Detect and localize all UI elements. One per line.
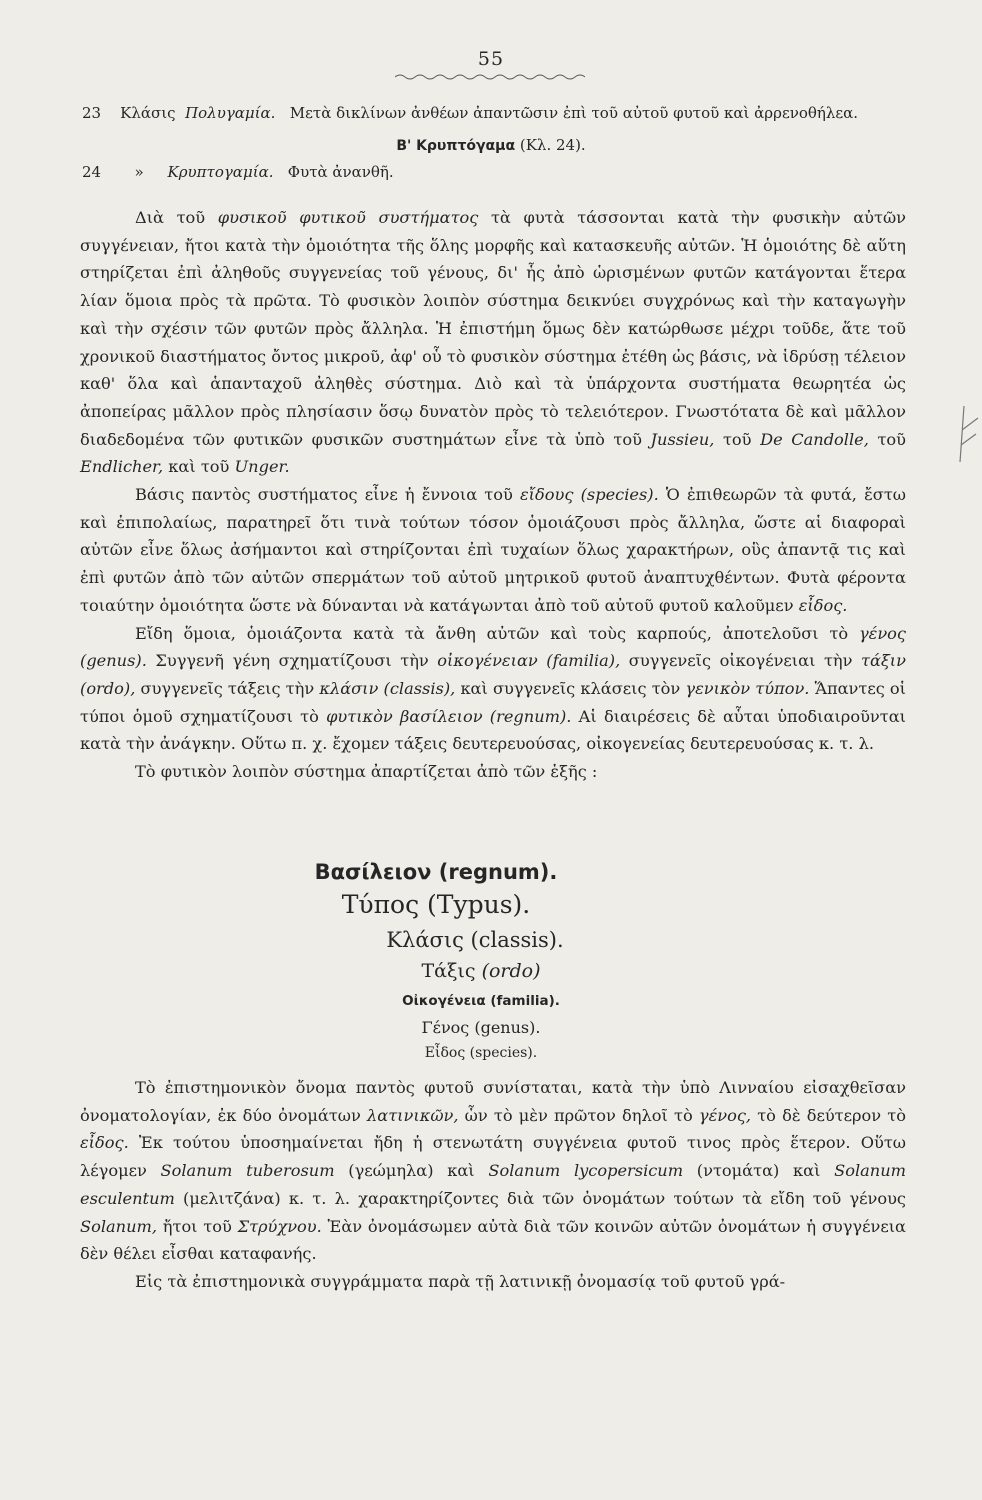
subheading-ref: (Κλ. 24). — [519, 136, 586, 154]
hierarchy-ordo: Τάξις (ordo) — [421, 960, 541, 982]
key-description: Μετὰ δικλίνων ἀνθέων ἀπαντῶσιν ἐπὶ τοῦ αὐτοῦ φυτοῦ καὶ ἀρρενοθήλεα. — [289, 104, 859, 122]
key-row-23 — [82, 104, 902, 122]
ornamental-rule — [395, 72, 585, 82]
paragraph-natural-system: Διὰ τοῦ φυσικοῦ φυτικοῦ συστήματος τὰ φυτὰ τάσσονται κατὰ τὴν φυσικὴν αὐτῶν συγγένειαν, ἤτοι κατὰ τὴν ὁμοιότητα τῆς ὅλης μορφῆς καὶ κατασκευῆς αὐτῶν. Ἡ ὁμοιότης δὲ αὕτη στηρίζεται ἐπὶ ἀληθοῦς συγγενείας τοῦ γένους, δι' ἧς ἀπὸ ὡρισμένων φυτῶν κατάγονται ἕτερα λίαν ὅμοια πρὸς τὰ πρῶτα. Τὸ φυσικὸν λοιπὸν σύστημα δεικνύει συγχρόνως καὶ τὴν καταγωγὴν καὶ τὴν σχέσιν τῶν φυτῶν πρὸς ἄλληλα. Ἡ ἐπιστήμη ὅμως δὲν κατώρθωσε μέχρι τοῦδε, ἅτε τοῦ χρονικοῦ διαστήματος ὄντος μικροῦ, ἀφ' οὗ τὸ φυσικὸν σύστημα ἐτέθη ὡς βάσις, νὰ ἱδρύσῃ τέλειον καθ' ὅλα καὶ ἁπανταχοῦ ἀληθὲς σύστημα. Διὸ καὶ τὰ ὑπάρχοντα συστήματα θεωρητέα ὡς ἀποπείρας μᾶλλον πρὸς πλησίασιν ὅσῳ δυνατὸν πρὸς τὸ τελειότερον. Γνωστότατα δὲ καὶ μᾶλλον διαδεδομένα τῶν φυτικῶν φυσικῶν συστημάτων εἶνε τὰ ὑπὸ τοῦ Jussieu, τοῦ De Candolle, τοῦ Endlicher, καὶ τοῦ Unger. — [80, 208, 907, 477]
text-block-lower — [80, 1074, 906, 1296]
subheading — [0, 136, 982, 154]
key-description: Φυτὰ ἀνανθῆ. — [287, 163, 394, 181]
paragraph-genus: Εἴδη ὅμοια, ὁμοιάζοντα κατὰ τὰ ἄνθη αὐτῶν καὶ τοὺς καρπούς, ἀποτελοῦσι τὸ γένος (genus). Συγγενῆ γένη σχηματίζουσι τὴν οἰκογένειαν (familia), συγγενεῖς οἰκογένειαι τὴν τάξιν (ordo), συγγενεῖς τάξεις τὴν κλάσιν (classis), καὶ συγγενεῖς κλάσεις τὸν γενικὸν τύπον. Ἅπαντες οἱ τύποι ὁμοῦ σχηματίζουσι τὸ φυτικὸν βασίλειον (regnum). Αἱ διαιρέσεις δὲ αὗται ὑποδιαιροῦνται κατὰ τὴν ἀνάγκην. Οὕτω π. χ. ἔχομεν τάξεις δευτερευούσας, οἰκογενείας δευτερευούσας κ. τ. λ. — [80, 623, 907, 754]
hierarchy-familia: Οἰκογένεια (familia). — [402, 993, 560, 1009]
margin-pencil-mark — [956, 400, 982, 470]
page-number: 55 — [477, 48, 505, 70]
hierarchy-typus: Τύπος (Typus). — [341, 890, 531, 919]
hierarchy-regnum: Βασίλειον (regnum). — [314, 860, 558, 884]
subheading-letter: Β' — [396, 138, 412, 154]
text-block-upper — [80, 204, 906, 786]
hierarchy-species: Εἶδος (species). — [424, 1045, 538, 1061]
key-name: Κρυπτογαμία. — [167, 163, 274, 181]
subheading-title: Κρυπτόγαμα — [416, 138, 516, 154]
paragraph-system-intro: Τὸ φυτικὸν λοιπὸν σύστημα ἀπαρτίζεται ἀπὸ τῶν ἑξῆς : — [135, 762, 598, 782]
paragraph-nomenclature: Τὸ ἐπιστημονικὸν ὄνομα παντὸς φυτοῦ συνίσταται, κατὰ τὴν ὑπὸ Λινναίου εἰσαχθεῖσαν ὀνοματολογίαν, ἐκ δύο ὀνομάτων λατινικῶν, ὧν τὸ μὲν πρῶτον δηλοῖ τὸ γένος, τὸ δὲ δεύτερον τὸ εἶδος. Ἐκ τούτου ὑποσημαίνεται ἤδη ἡ στενωτάτη συγγένεια φυτοῦ τινος πρὸς ἕτερον. Οὕτω λέγομεν Solanum tuberosum (γεώμηλα) καὶ Solanum lycopersicum (ντομάτα) καὶ Solanum esculentum (μελιτζάνα) κ. τ. λ. χαρακτηρίζοντες διὰ τῶν ὀνομάτων τούτων τὰ εἴδη τοῦ γένους Solanum, ἤτοι τοῦ Στρύχνου. Ἐὰν ὀνομάσωμεν αὐτὰ διὰ τῶν κοινῶν αὐτῶν ὀνομάτων ἡ συγγένεια δὲν θέλει εἶσθαι καταφανής. — [80, 1078, 906, 1264]
key-label: Κλάσις — [120, 104, 176, 122]
key-label: » — [134, 163, 144, 181]
paragraph-scientific-works: Εἰς τὰ ἐπιστημονικὰ συγγράμματα παρὰ τῇ λατινικῇ ὀνομασίᾳ τοῦ φυτοῦ γρά- — [135, 1271, 786, 1291]
key-name: Πολυγαμία. — [185, 104, 276, 122]
paragraph-species: Βάσις παντὸς συστήματος εἶνε ἡ ἔννοια τοῦ εἴδους (species). Ὁ ἐπιθεωρῶν τὰ φυτά, ἔστω καὶ ἐπιπολαίως, παρατηρεῖ ὅτι τινὰ τούτων τόσον ὁμοιάζουσι πρὸς ἄλληλα, ὥστε αἱ διαφοραὶ αὐτῶν εἶνε ὅλως ἀσήμαντοι καὶ στηρίζονται ἐπὶ τυχαίων ὅλως χαρακτήρων, οὓς ἀπαντᾷ τις καὶ ἐπὶ φυτῶν ἀπὸ τῶν αὐτῶν σπερμάτων τοῦ αὐτοῦ μητρικοῦ φυτοῦ ἀναπτυχθέντων. Φυτὰ φέροντα τοιαύτην ὁμοιότητα ὥστε νὰ δύνανται νὰ κατάγωνται ἀπὸ τοῦ αὐτοῦ φυτοῦ καλοῦμεν εἶδος. — [80, 485, 907, 615]
key-number: 24 — [82, 163, 102, 181]
hierarchy-classis: Κλάσις (classis). — [386, 928, 564, 952]
key-row-24 — [82, 163, 902, 181]
key-number: 23 — [82, 104, 102, 122]
hierarchy-genus: Γένος (genus). — [421, 1018, 541, 1037]
